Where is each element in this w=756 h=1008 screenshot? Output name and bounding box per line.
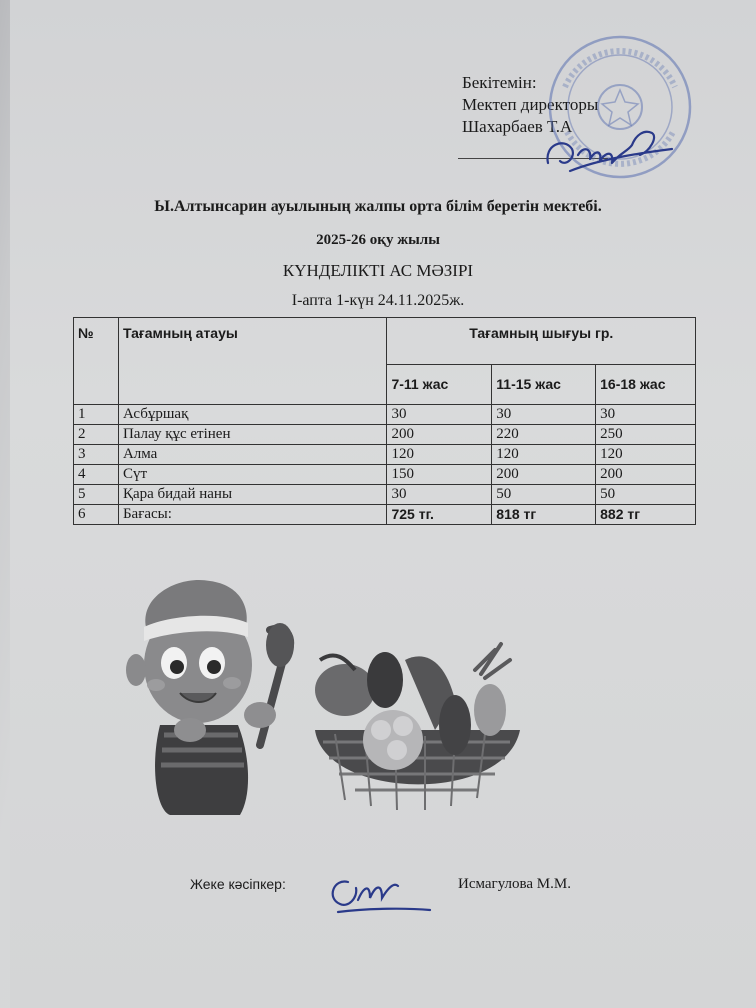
table-row: [74, 485, 696, 505]
grams-11-15: 30: [492, 405, 596, 425]
entrepreneur-signature: [318, 868, 438, 921]
director-signature: [540, 115, 680, 190]
grams-16-18: 50: [596, 485, 696, 505]
table-row: [74, 465, 696, 485]
menu-title: КҮНДЕЛІКТІ АС МӘЗІРІ: [282, 261, 474, 280]
header-dish-name: Тағамның атауы: [118, 318, 387, 405]
grams-16-18: 120: [596, 445, 696, 465]
header-age-11-15: 11-15 жас: [492, 364, 596, 404]
menu-table: [73, 317, 696, 525]
grams-11-15: 50: [492, 485, 596, 505]
dish-name: Палау құс етінен: [118, 425, 387, 445]
table-row: [74, 445, 696, 465]
grams-16-18: 200: [596, 465, 696, 485]
dish-name: Асбұршақ: [118, 405, 387, 425]
week-day-date: I-апта 1-күн 24.11.2025ж.: [291, 292, 465, 309]
row-number: 6: [74, 505, 119, 525]
row-number: 5: [74, 485, 119, 505]
approval-name: Шахарбаев Т.А: [462, 117, 573, 136]
grams-11-15: 200: [492, 465, 596, 485]
table-row: [74, 425, 696, 445]
approval-position: Мектеп директоры: [462, 95, 599, 114]
entrepreneur-label: Жеке кәсіпкер:: [190, 876, 286, 892]
header-age-7-11: 7-11 жас: [387, 364, 492, 404]
grams-11-15: 120: [492, 445, 596, 465]
grams-11-15: 220: [492, 425, 596, 445]
grams-7-11: 30: [387, 485, 492, 505]
header-output: Тағамның шығуы гр.: [387, 318, 696, 365]
table-row: [74, 405, 696, 425]
price-16-18: 882 тг: [596, 505, 696, 525]
row-number: 3: [74, 445, 119, 465]
dish-name: Сүт: [118, 465, 387, 485]
vegetable-basket-illustration: [305, 630, 530, 830]
price-7-11: 725 тг.: [387, 505, 492, 525]
header-number: №: [74, 318, 119, 405]
price-11-15: 818 тг: [492, 505, 596, 525]
row-number: 4: [74, 465, 119, 485]
price-label: Бағасы:: [118, 505, 387, 525]
academic-year: 2025-26 оқу жылы: [316, 232, 440, 248]
grams-7-11: 200: [387, 425, 492, 445]
grams-7-11: 150: [387, 465, 492, 485]
approval-label: Бекітемін:: [462, 73, 537, 92]
grams-16-18: 250: [596, 425, 696, 445]
price-row: [74, 505, 696, 525]
row-number: 2: [74, 425, 119, 445]
header-age-16-18: 16-18 жас: [596, 364, 696, 404]
grams-16-18: 30: [596, 405, 696, 425]
dish-name: Қара бидай наны: [118, 485, 387, 505]
chef-boy-illustration: [120, 575, 300, 825]
grams-7-11: 120: [387, 445, 492, 465]
entrepreneur-name: Исмагулова М.М.: [458, 876, 571, 892]
school-name: Ы.Алтынсарин ауылының жалпы орта білім беретін мектебі.: [154, 198, 602, 215]
row-number: 1: [74, 405, 119, 425]
grams-7-11: 30: [387, 405, 492, 425]
dish-name: Алма: [118, 445, 387, 465]
